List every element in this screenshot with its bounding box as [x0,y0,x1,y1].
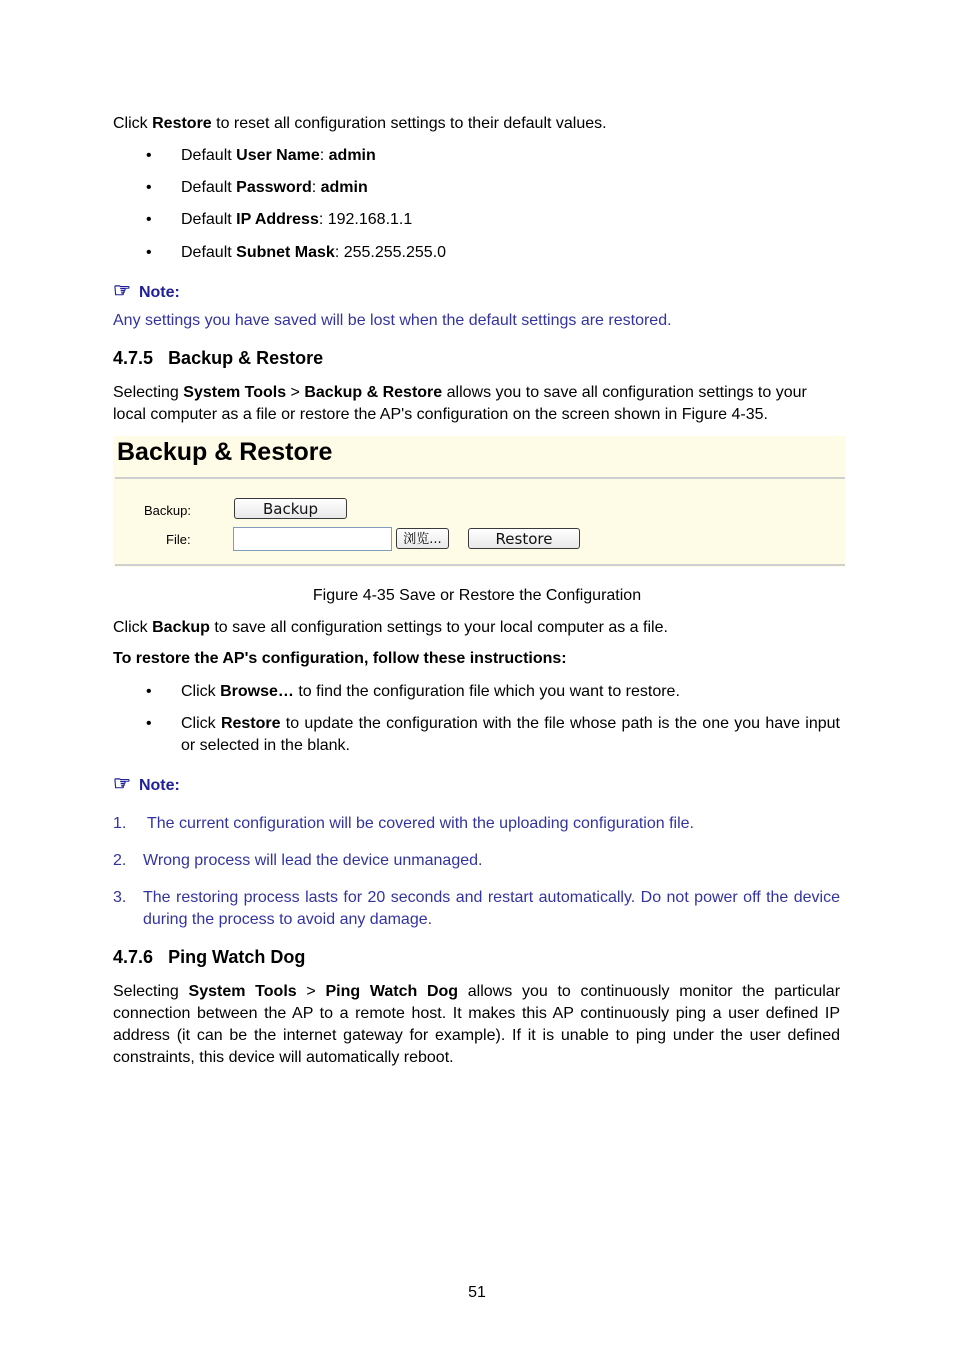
intro-paragraph: Click Restore to reset all configuration settings to their default values. [113,115,607,132]
bullet: • [146,147,152,164]
instructions-heading: To restore the AP's configuration, follow these instructions: [113,650,567,667]
list-item: 3. The restoring process lasts for 20 seconds and restart automatically. Do not power off the device during the process to avoid any damage. [113,889,840,928]
browse-button[interactable]: 浏览... [396,528,449,549]
backup-button[interactable]: Backup [234,498,347,519]
file-input[interactable] [233,527,392,551]
pointing-hand-icon: ☞ [113,280,131,302]
bullet: • [146,244,152,261]
section-heading: 4.7.6 Ping Watch Dog [113,947,306,967]
page-number: 51 [468,1284,486,1301]
bullet: • [146,179,152,196]
panel-title: Backup & Restore [117,438,333,466]
figure-caption: Figure 4-35 Save or Restore the Configuration [312,587,642,604]
bullet: • [146,715,152,732]
pointing-hand-icon: ☞ [113,773,131,795]
section-heading: 4.7.5 Backup & Restore [113,348,324,368]
backup-paragraph: Click Backup to save all configuration settings to your local computer as a file. [113,619,668,636]
note-heading: ☞ Note: [113,280,180,302]
file-label: File: [166,532,191,547]
section-paragraph: Selecting System Tools > Backup & Restore allows you to save all configuration settings to your local computer as a file or restore the AP's configuration on the screen shown in Figure 4-35. [113,384,807,423]
section-paragraph: Selecting System Tools > Ping Watch Dog allows you to continuously monitor the particular connection between the AP to a remote host. It makes this AP continuously ping a user defined IP address (it can be the internet gateway for example). If it is unable to ping under the user defined constraints, this device will automatically reboot. [113,983,841,1066]
restore-button[interactable]: Restore [468,528,580,549]
backup-restore-panel [113,436,845,567]
note-heading: ☞ Note: [113,773,180,795]
note-text: Any settings you have saved will be lost when the default settings are restored. [113,312,672,329]
backup-label: Backup: [144,503,191,518]
bullet: • [146,683,152,700]
bullet: • [146,211,152,228]
divider [115,477,845,479]
divider [115,564,845,566]
